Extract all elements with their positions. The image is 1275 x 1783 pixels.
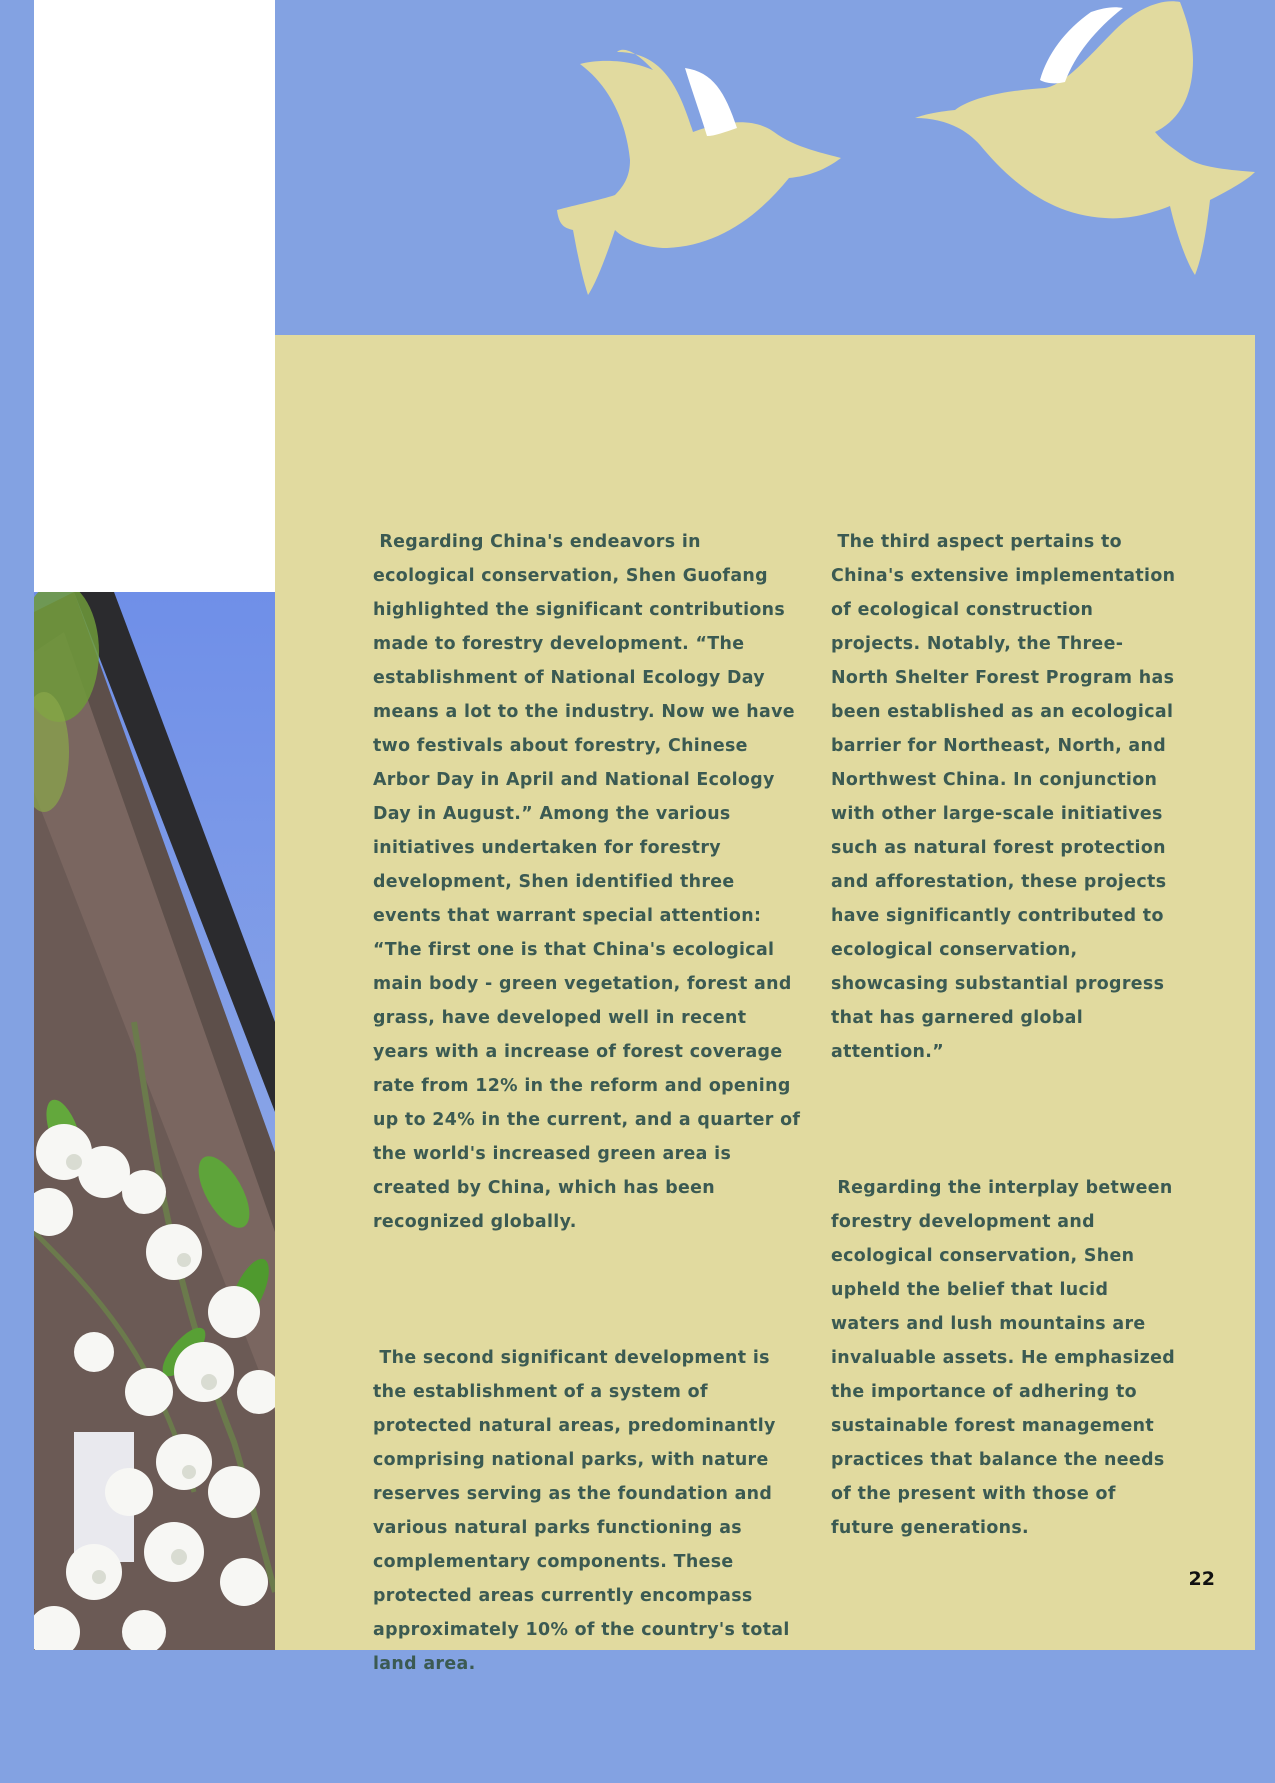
paragraph: Regarding China's endeavors in ecological conservation, Shen Guofang highlighted the significant contributions made to forestry development. “The establishment of National Ecology Day means a lot to the industry. Now we have two festivals about forestry, Chinese Arbor Day in April and National Ecology Day in August.” Among the various initiatives undertaken for forestry development, Shen identified three events that warrant special attention: “The first one is that China's ecological main body - green vegetation, forest and grass, have developed well in recent years with a increase of forest coverage rate from 12% in the reform and opening up to 24% in the current, and a quarter of the world's increased green area is created by China, which has been recognized globally. xyxy=(373,532,807,1232)
article-left-column xyxy=(373,457,805,1783)
article-panel xyxy=(275,335,1255,1674)
page-number: 22 xyxy=(1188,1568,1215,1590)
birds-banner xyxy=(275,0,1275,335)
dove-icon xyxy=(915,1,1255,275)
paragraph: The third aspect pertains to China's extensive implementation of ecological construction projects. Notably, the Three-North Shelter Forest Program has been established as an ecological barrier for Northeast, North, and Northwest China. In conjunction with other large-scale initiatives such as natural forest protection and afforestation, these projects have significantly contributed to ecological conservation, showcasing substantial progress that has garnered global attention.” xyxy=(831,532,1182,1062)
article-right-column xyxy=(831,457,1182,1647)
paragraph: Regarding the interplay between forestry development and ecological conservation, Shen upheld the belief that lucid waters and lush mountains are invaluable assets. He emphasized the importance of adhering to sustainable forest management practices that balance the needs of the present with those of future generations. xyxy=(831,1178,1182,1538)
paragraph: The second significant development is the establishment of a system of protected natural areas, predominantly comprising national parks, with nature reserves serving as the foundation and various natural parks functioning as complementary components. These protected areas currently encompass approximately 10% of the country's total land area. xyxy=(373,1348,797,1674)
white-panel xyxy=(34,0,275,592)
blossom-photo xyxy=(34,592,275,1650)
dove-icon xyxy=(557,50,841,295)
